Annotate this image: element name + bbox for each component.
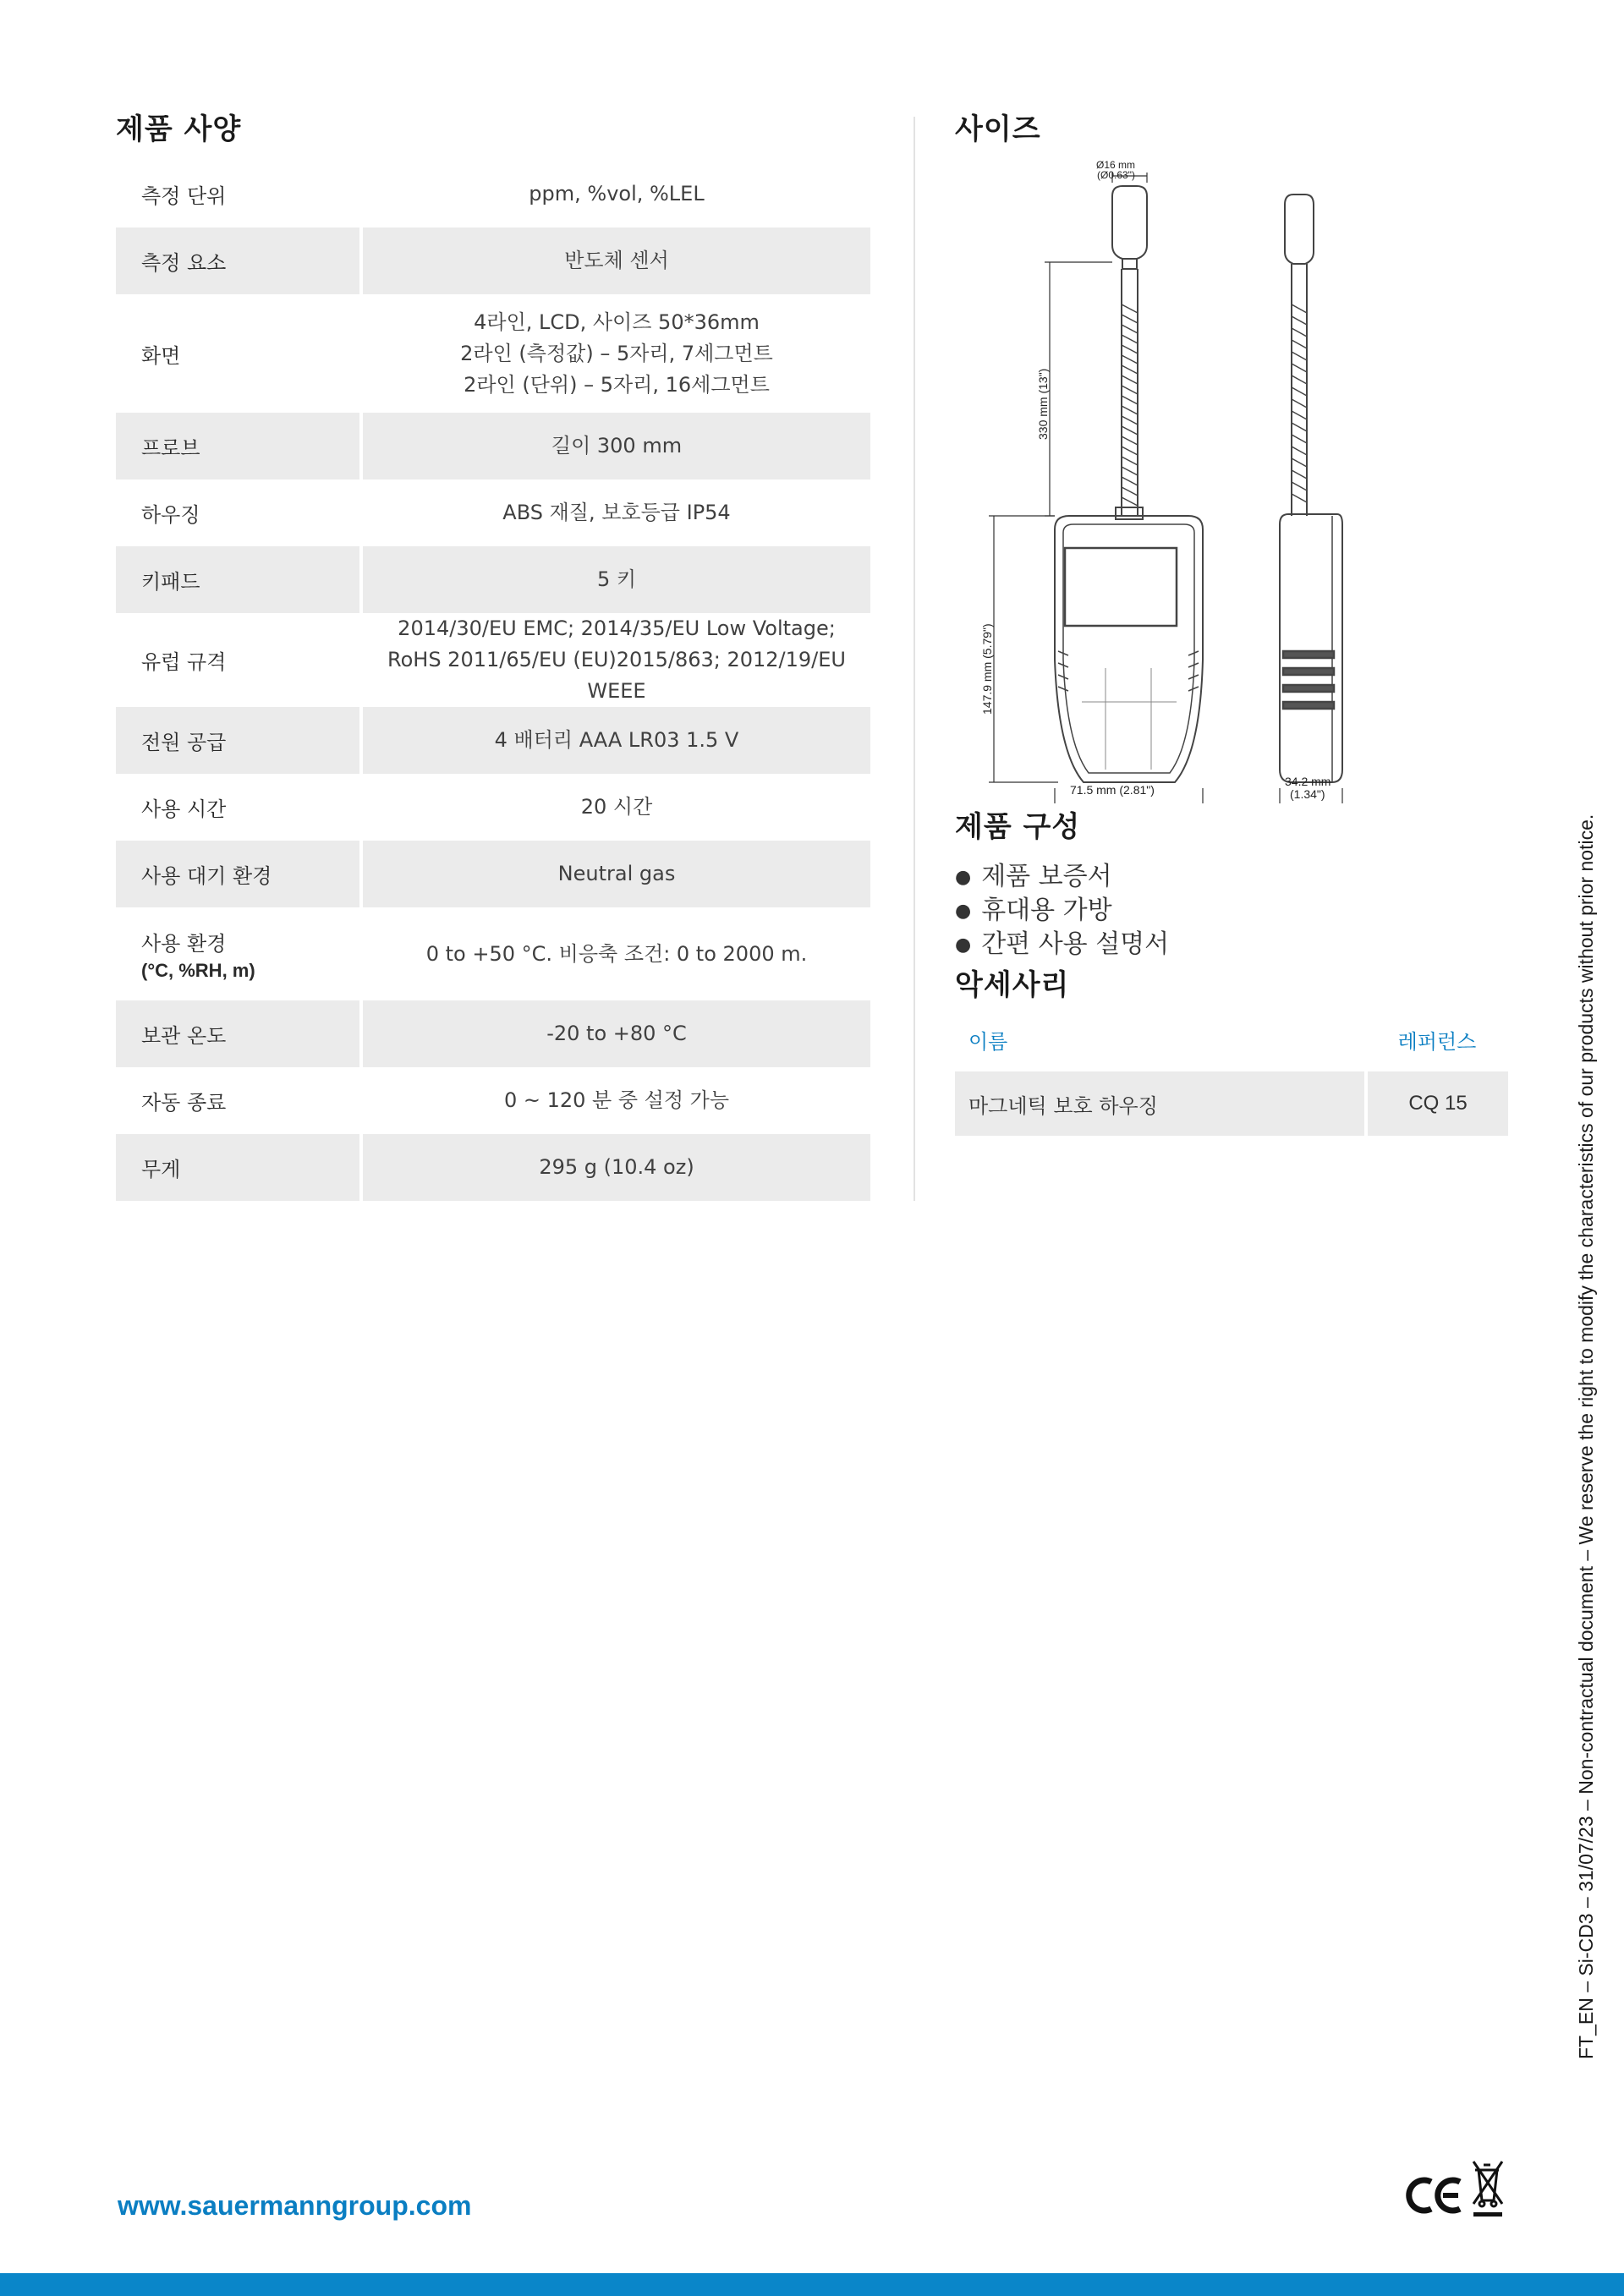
specs-title: 제품 사양 bbox=[116, 112, 242, 146]
table-row bbox=[116, 1000, 870, 1067]
spec-value: 길이 300 mm bbox=[361, 413, 870, 479]
body-length-label: 147.9 mm (5.79") bbox=[980, 623, 994, 715]
table-row bbox=[116, 774, 870, 841]
list-item: ● 제품 보증서 bbox=[955, 862, 1112, 891]
accessories-table bbox=[955, 1025, 1508, 1136]
table-row bbox=[116, 227, 870, 294]
spec-label: 키패드 bbox=[116, 546, 361, 613]
list-item: ● 간편 사용 설명서 bbox=[955, 929, 1170, 959]
depth-in-label: (1.34") bbox=[1290, 787, 1325, 801]
spec-label: 사용 대기 환경 bbox=[116, 841, 361, 907]
disclaimer-note: FT_EN – Si-CD3 – 31/07/23 – Non-contractual document – We reserve the right to modify the characteristics of our products without prior notice. bbox=[1575, 814, 1597, 2059]
device-drawing bbox=[955, 161, 1508, 803]
spec-value: Neutral gas bbox=[361, 841, 870, 907]
specs-section bbox=[116, 106, 870, 1201]
spec-value: ABS 재질, 보호등급 IP54 bbox=[361, 479, 870, 546]
probe-length-label: 330 mm (13") bbox=[1036, 368, 1050, 440]
bottom-accent-bar bbox=[0, 2273, 1624, 2296]
table-row bbox=[116, 613, 870, 707]
accessories-ref-header: 레퍼런스 bbox=[1397, 1030, 1477, 1054]
spec-label-sub: (°C, %RH, m) bbox=[141, 959, 255, 981]
spec-value: 20 시간 bbox=[361, 774, 870, 841]
spec-value: 4 배터리 AAA LR03 1.5 V bbox=[361, 707, 870, 774]
table-row bbox=[116, 413, 870, 479]
spec-value: 반도체 센서 bbox=[361, 227, 870, 294]
accessory-name: 마그네틱 보호 하우징 bbox=[955, 1071, 1366, 1136]
probe-diameter-in-label: (Ø0.63") bbox=[1097, 169, 1135, 181]
spec-label: 무게 bbox=[116, 1134, 361, 1201]
spec-label: 사용 환경 (°C, %RH, m) bbox=[116, 907, 361, 1000]
spec-label: 측정 단위 bbox=[141, 184, 227, 208]
spec-value: 295 g (10.4 oz) bbox=[361, 1134, 870, 1201]
spec-label: 전원 공급 bbox=[116, 707, 361, 774]
table-row bbox=[116, 479, 870, 546]
spec-label: 화면 bbox=[141, 343, 181, 368]
spec-value: ppm, %vol, %LEL bbox=[361, 161, 870, 227]
spec-label: 측정 요소 bbox=[116, 227, 361, 294]
table-row bbox=[116, 907, 870, 1000]
table-row bbox=[116, 294, 870, 413]
table-row bbox=[116, 546, 870, 613]
spec-label: 프로브 bbox=[116, 413, 361, 479]
spec-value: 4라인, LCD, 사이즈 50*36mm 2라인 (측정값) – 5자리, 7세그먼트 2라인 (단위) – 5자리, 16세그먼트 bbox=[361, 294, 870, 413]
spec-value: 5 키 bbox=[361, 546, 870, 613]
size-title: 사이즈 bbox=[955, 112, 1041, 146]
ce-weee-icon bbox=[1394, 2156, 1512, 2224]
specs-table bbox=[116, 161, 870, 1201]
composition-list bbox=[955, 860, 1508, 962]
dimension-diagram bbox=[955, 161, 1508, 803]
table-row bbox=[116, 161, 870, 227]
spec-value: 0 to +50 °C. 비응축 조건: 0 to 2000 m. bbox=[361, 907, 870, 1000]
website-link[interactable]: www.sauermanngroup.com bbox=[118, 2190, 472, 2221]
accessory-ref: CQ 15 bbox=[1366, 1071, 1508, 1136]
table-row bbox=[955, 1071, 1508, 1136]
spec-label: 유럽 규격 bbox=[141, 650, 227, 674]
depth-label: 34.2 mm bbox=[1285, 775, 1331, 788]
accessories-title: 악세사리 bbox=[955, 968, 1070, 1002]
right-column bbox=[955, 106, 1508, 1136]
spec-value: 2014/30/EU EMC; 2014/35/EU Low Voltage; RoHS 2011/65/EU (EU)2015/863; 2012/19/EU WEEE bbox=[361, 613, 870, 707]
width-label: 71.5 mm (2.81") bbox=[1070, 783, 1155, 797]
table-row bbox=[116, 707, 870, 774]
table-row bbox=[116, 1134, 870, 1201]
accessories-name-header: 이름 bbox=[968, 1030, 1008, 1054]
spec-label: 자동 종료 bbox=[141, 1091, 227, 1115]
list-item: ● 휴대용 가방 bbox=[955, 896, 1112, 925]
spec-label: 보관 온도 bbox=[116, 1000, 361, 1067]
column-divider bbox=[914, 117, 915, 1201]
spec-value: -20 to +80 °C bbox=[361, 1000, 870, 1067]
spec-label: 하우징 bbox=[141, 503, 200, 527]
spec-label: 사용 시간 bbox=[141, 797, 227, 821]
composition-title: 제품 구성 bbox=[955, 810, 1081, 844]
table-row bbox=[116, 1067, 870, 1134]
probe-diameter-label: Ø16 mm bbox=[1096, 159, 1136, 171]
table-row bbox=[116, 841, 870, 907]
spec-value: 0 ~ 120 분 중 설정 가능 bbox=[361, 1067, 870, 1134]
certification-marks bbox=[1394, 2156, 1512, 2228]
